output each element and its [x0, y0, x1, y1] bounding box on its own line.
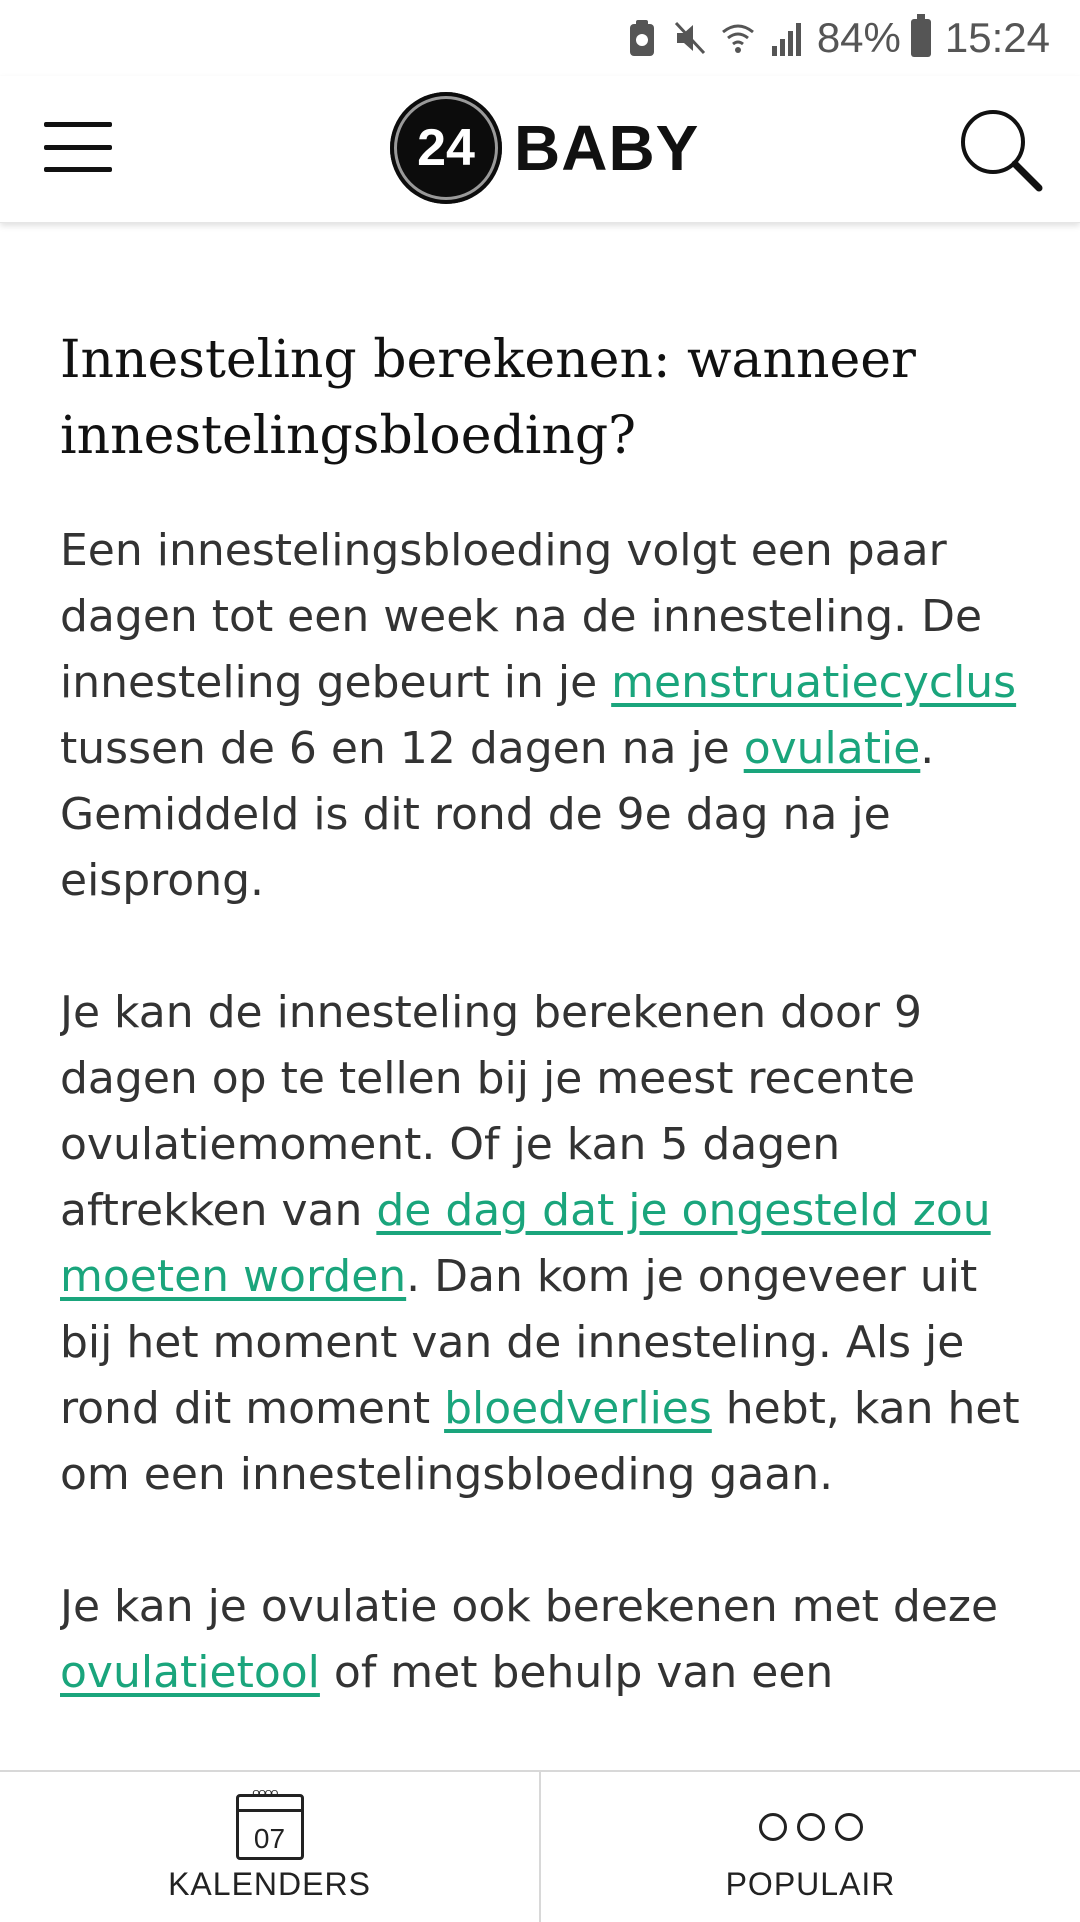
- wifi-icon: [721, 18, 755, 58]
- paragraph-text: Je kan de innesteling berekenen door 9 dagen op te tellen bij je meest recente ovulatiemoment. Of je kan 5 dagen aftrekken van: [60, 987, 922, 1236]
- calendar-icon: [236, 1787, 304, 1860]
- dot: [759, 1813, 787, 1841]
- paragraph-text: hebt, kan het om een innestelingsbloeding gaan.: [60, 1383, 1020, 1500]
- app-header: [0, 76, 1080, 223]
- link-bloedverlies[interactable]: bloedverlies: [444, 1383, 712, 1434]
- logo-text: BABY: [514, 112, 700, 184]
- paragraph-text: Je kan je ovulatie ook berekenen met deze: [60, 1581, 999, 1632]
- menu-button[interactable]: [44, 122, 112, 172]
- mute-icon: [673, 18, 707, 58]
- dot: [797, 1813, 825, 1841]
- status-icons: [625, 18, 803, 58]
- article-content: [60, 222, 1020, 1770]
- calendar-rings: ᴼᴼᴼᴼ: [252, 1787, 278, 1803]
- nav-calendars[interactable]: [0, 1772, 539, 1922]
- paragraph-text: . Gemiddeld is dit rond de 9e dag na je eisprong.: [60, 723, 935, 906]
- link-ovulatie[interactable]: ovulatie: [743, 723, 921, 774]
- nav-calendars-label: KALENDERS: [168, 1866, 371, 1902]
- dot: [835, 1813, 863, 1841]
- paragraph-text: of met behulp van een: [319, 1647, 834, 1698]
- logo-badge: 24: [390, 92, 502, 204]
- link-ovulatietool[interactable]: ovulatietool: [60, 1647, 320, 1698]
- signal-icon: [769, 18, 803, 58]
- nav-popular[interactable]: [539, 1772, 1080, 1922]
- bottom-nav: [0, 1770, 1080, 1922]
- paragraph-3: [60, 1574, 1020, 1706]
- nav-popular-label: POPULAIR: [725, 1866, 896, 1902]
- battery-icon: [911, 19, 931, 57]
- battery-percent: 84%: [816, 14, 901, 61]
- paragraph-text: tussen de 6 en 12 dagen na je: [60, 723, 744, 774]
- status-bar: [0, 0, 1080, 76]
- hamburger-icon: [44, 122, 112, 127]
- paragraph-text: . Dan kom je ongeveer uit bij het moment van de innesteling. Als je rond dit moment: [60, 1251, 978, 1434]
- link-ongesteld[interactable]: de dag dat je ongesteld zou moeten worden: [60, 1185, 991, 1302]
- article-title: Innesteling berekenen: wanneer innestelingsbloeding?: [60, 330, 916, 466]
- clock: 15:24: [944, 14, 1050, 61]
- paragraph-2: [60, 980, 1020, 1508]
- search-icon[interactable]: [955, 104, 1045, 194]
- calendar-day: 07: [253, 1823, 286, 1854]
- site-logo[interactable]: [390, 88, 699, 208]
- hamburger-line: [44, 167, 112, 172]
- cleaner-icon: [625, 18, 659, 58]
- paragraph-text: Een innestelingsbloeding volgt een paar dagen tot een week na de innesteling. De innesteling gebeurt in je: [60, 525, 983, 708]
- link-menstruatiecyclus[interactable]: menstruatiecyclus: [611, 657, 1017, 708]
- dots-icon: [759, 1794, 863, 1860]
- paragraph-1: [60, 518, 1020, 914]
- hamburger-line: [44, 145, 112, 150]
